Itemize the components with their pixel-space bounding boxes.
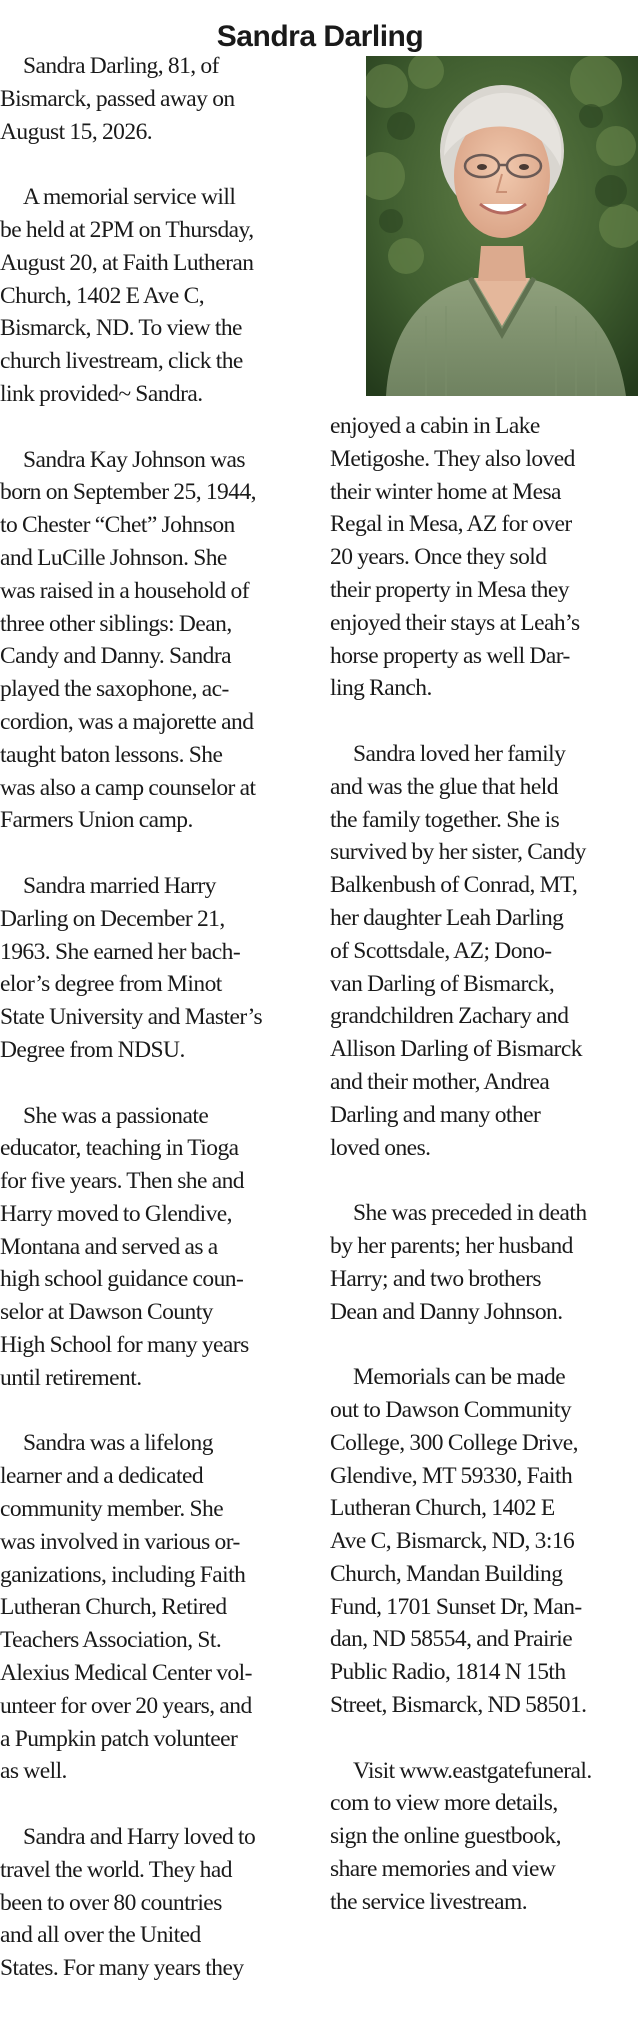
text-line: their winter home at Mesa xyxy=(330,478,561,505)
text-line: Lutheran Church, Retired xyxy=(0,1594,227,1621)
text-line: be held at 2PM on Thursday, xyxy=(0,216,254,243)
paragraph xyxy=(330,1197,640,1328)
text-line: for five years. Then she and xyxy=(0,1168,244,1195)
text-line: Dean and Danny Johnson. xyxy=(330,1298,563,1325)
text-line: community member. She xyxy=(0,1496,224,1523)
text-line: Public Radio, 1814 N 15th xyxy=(330,1659,566,1686)
text-line: Sandra Darling, 81, of xyxy=(23,53,219,79)
paragraph xyxy=(0,1100,306,1395)
portrait-photo-icon xyxy=(366,56,638,396)
paragraph xyxy=(0,181,306,411)
left-text-column xyxy=(0,50,306,2018)
text-line: Ave C, Bismarck, ND, 3:16 xyxy=(330,1528,575,1555)
text-line: Church, Mandan Building xyxy=(330,1560,563,1587)
text-line: unteer for over 20 years, and xyxy=(0,1692,252,1719)
text-line: Sandra married Harry xyxy=(23,872,216,899)
text-line: van Darling of Bismarck, xyxy=(330,970,555,997)
text-line: Bismarck, passed away on xyxy=(0,85,235,112)
text-line: State University and Master’s xyxy=(0,1004,263,1031)
text-line: com to view more details, xyxy=(330,1790,558,1817)
text-line: was raised in a household of xyxy=(0,577,250,604)
text-line: been to over 80 countries xyxy=(0,1889,222,1916)
text-line: Montana and served as a xyxy=(0,1233,218,1260)
text-line: three other siblings: Dean, xyxy=(0,610,232,637)
text-line: A memorial service will xyxy=(23,184,236,211)
text-line: 1963. She earned her bach- xyxy=(0,938,241,965)
text-line: Metigoshe. They also loved xyxy=(330,445,575,472)
paragraph xyxy=(330,738,640,1164)
text-line: was also a camp counselor at xyxy=(0,774,256,801)
text-line: as well. xyxy=(0,1758,67,1785)
text-line: the family together. She is xyxy=(330,806,560,833)
text-line: her daughter Leah Darling xyxy=(330,904,564,931)
text-line: Fund, 1701 Sunset Dr, Man- xyxy=(330,1593,582,1620)
paragraph xyxy=(330,410,640,705)
text-line: and all over the United xyxy=(0,1922,201,1949)
text-line: learner and a dedicated xyxy=(0,1463,204,1490)
text-line: Regal in Mesa, AZ for over xyxy=(330,511,572,538)
text-line: College, 300 College Drive, xyxy=(330,1429,578,1456)
text-line: to Chester “Chet” Johnson xyxy=(0,512,235,539)
paragraph xyxy=(0,444,306,838)
text-line: cordion, was a majorette and xyxy=(0,708,254,735)
text-line: Alexius Medical Center vol- xyxy=(0,1660,252,1687)
obituary-title: Sandra Darling xyxy=(216,20,424,54)
text-line: Harry moved to Glendive, xyxy=(0,1200,232,1227)
text-line: church livestream, click the xyxy=(0,348,243,375)
text-line: born on September 25, 1944, xyxy=(0,479,256,506)
text-line: Degree from NDSU. xyxy=(0,1036,185,1063)
text-line: Teachers Association, St. xyxy=(0,1627,222,1654)
text-line: loved ones. xyxy=(330,1134,431,1161)
text-line: Lutheran Church, 1402 E xyxy=(330,1495,555,1522)
text-line: She was preceded in death xyxy=(353,1200,587,1227)
paragraph xyxy=(0,50,306,148)
text-line: and was the glue that held xyxy=(330,773,558,800)
text-line: played the saxophone, ac- xyxy=(0,676,229,703)
text-line: survived by her sister, Candy xyxy=(330,839,586,866)
text-line: high school guidance coun- xyxy=(0,1266,244,1293)
text-line: Allison Darling of Bismarck xyxy=(330,1036,582,1063)
text-line: a Pumpkin patch volunteer xyxy=(0,1725,238,1752)
text-line: 20 years. Once they sold xyxy=(330,544,547,571)
text-line: Glendive, MT 59330, Faith xyxy=(330,1462,573,1489)
text-line: Darling and many other xyxy=(330,1101,541,1128)
text-line: by her parents; her husband xyxy=(330,1232,573,1259)
text-line: She was a passionate xyxy=(23,1102,209,1129)
text-line: Harry; and two brothers xyxy=(330,1265,541,1292)
text-line: and their mother, Andrea xyxy=(330,1068,550,1095)
text-line: Street, Bismarck, ND 58501. xyxy=(330,1692,587,1719)
paragraph xyxy=(0,1427,306,1788)
text-line: August 20, at Faith Lutheran xyxy=(0,249,254,276)
text-line: enjoyed a cabin in Lake xyxy=(330,413,540,439)
right-text-column xyxy=(330,410,640,1951)
text-line: educator, teaching in Tioga xyxy=(0,1135,239,1162)
text-line: Balkenbush of Conrad, MT, xyxy=(330,872,578,899)
paragraph xyxy=(0,870,306,1067)
text-line: August 15, 2026. xyxy=(0,118,153,145)
text-line: grandchildren Zachary and xyxy=(330,1003,569,1030)
text-line: until retirement. xyxy=(0,1364,142,1391)
text-line: travel the world. They had xyxy=(0,1856,232,1883)
text-line: States. For many years they xyxy=(0,1955,244,1982)
paragraph xyxy=(330,1361,640,1722)
text-line: Sandra Kay Johnson was xyxy=(23,446,246,473)
text-line: Darling on December 21, xyxy=(0,905,225,932)
text-line: sign the online guestbook, xyxy=(330,1823,561,1850)
text-line: High School for many years xyxy=(0,1332,249,1359)
text-line: enjoyed their stays at Leah’s xyxy=(330,609,580,636)
text-line: ling Ranch. xyxy=(330,675,432,702)
paragraph xyxy=(330,1755,640,1919)
text-line: Memorials can be made xyxy=(353,1364,566,1391)
text-line: their property in Mesa they xyxy=(330,576,569,603)
text-line: link provided~ Sandra. xyxy=(0,380,203,407)
text-line: Church, 1402 E Ave C, xyxy=(0,282,205,309)
text-line: Farmers Union camp. xyxy=(0,807,193,834)
text-line: horse property as well Dar- xyxy=(330,642,570,669)
text-line: Sandra was a lifelong xyxy=(23,1430,213,1457)
text-line: Candy and Danny. Sandra xyxy=(0,643,232,670)
text-line: Sandra loved her family xyxy=(353,740,566,767)
text-line: Sandra and Harry loved to xyxy=(23,1824,256,1851)
text-line: taught baton lessons. She xyxy=(0,741,223,768)
text-line: Bismarck, ND. To view the xyxy=(0,315,242,342)
paragraph xyxy=(0,1821,306,1985)
text-line: was involved in various or- xyxy=(0,1528,240,1555)
text-line: of Scottsdale, AZ; Dono- xyxy=(330,937,552,964)
text-line: and LuCille Johnson. She xyxy=(0,544,227,571)
text-line: Visit www.eastgatefuneral. xyxy=(353,1757,592,1784)
text-line: elor’s degree from Minot xyxy=(0,971,222,998)
text-line: ganizations, including Faith xyxy=(0,1561,246,1588)
text-line: the service livestream. xyxy=(330,1888,528,1915)
text-line: share memories and view xyxy=(330,1856,556,1883)
text-line: selor at Dawson County xyxy=(0,1299,213,1326)
text-line: out to Dawson Community xyxy=(330,1396,572,1423)
text-line: dan, ND 58554, and Prairie xyxy=(330,1626,573,1653)
